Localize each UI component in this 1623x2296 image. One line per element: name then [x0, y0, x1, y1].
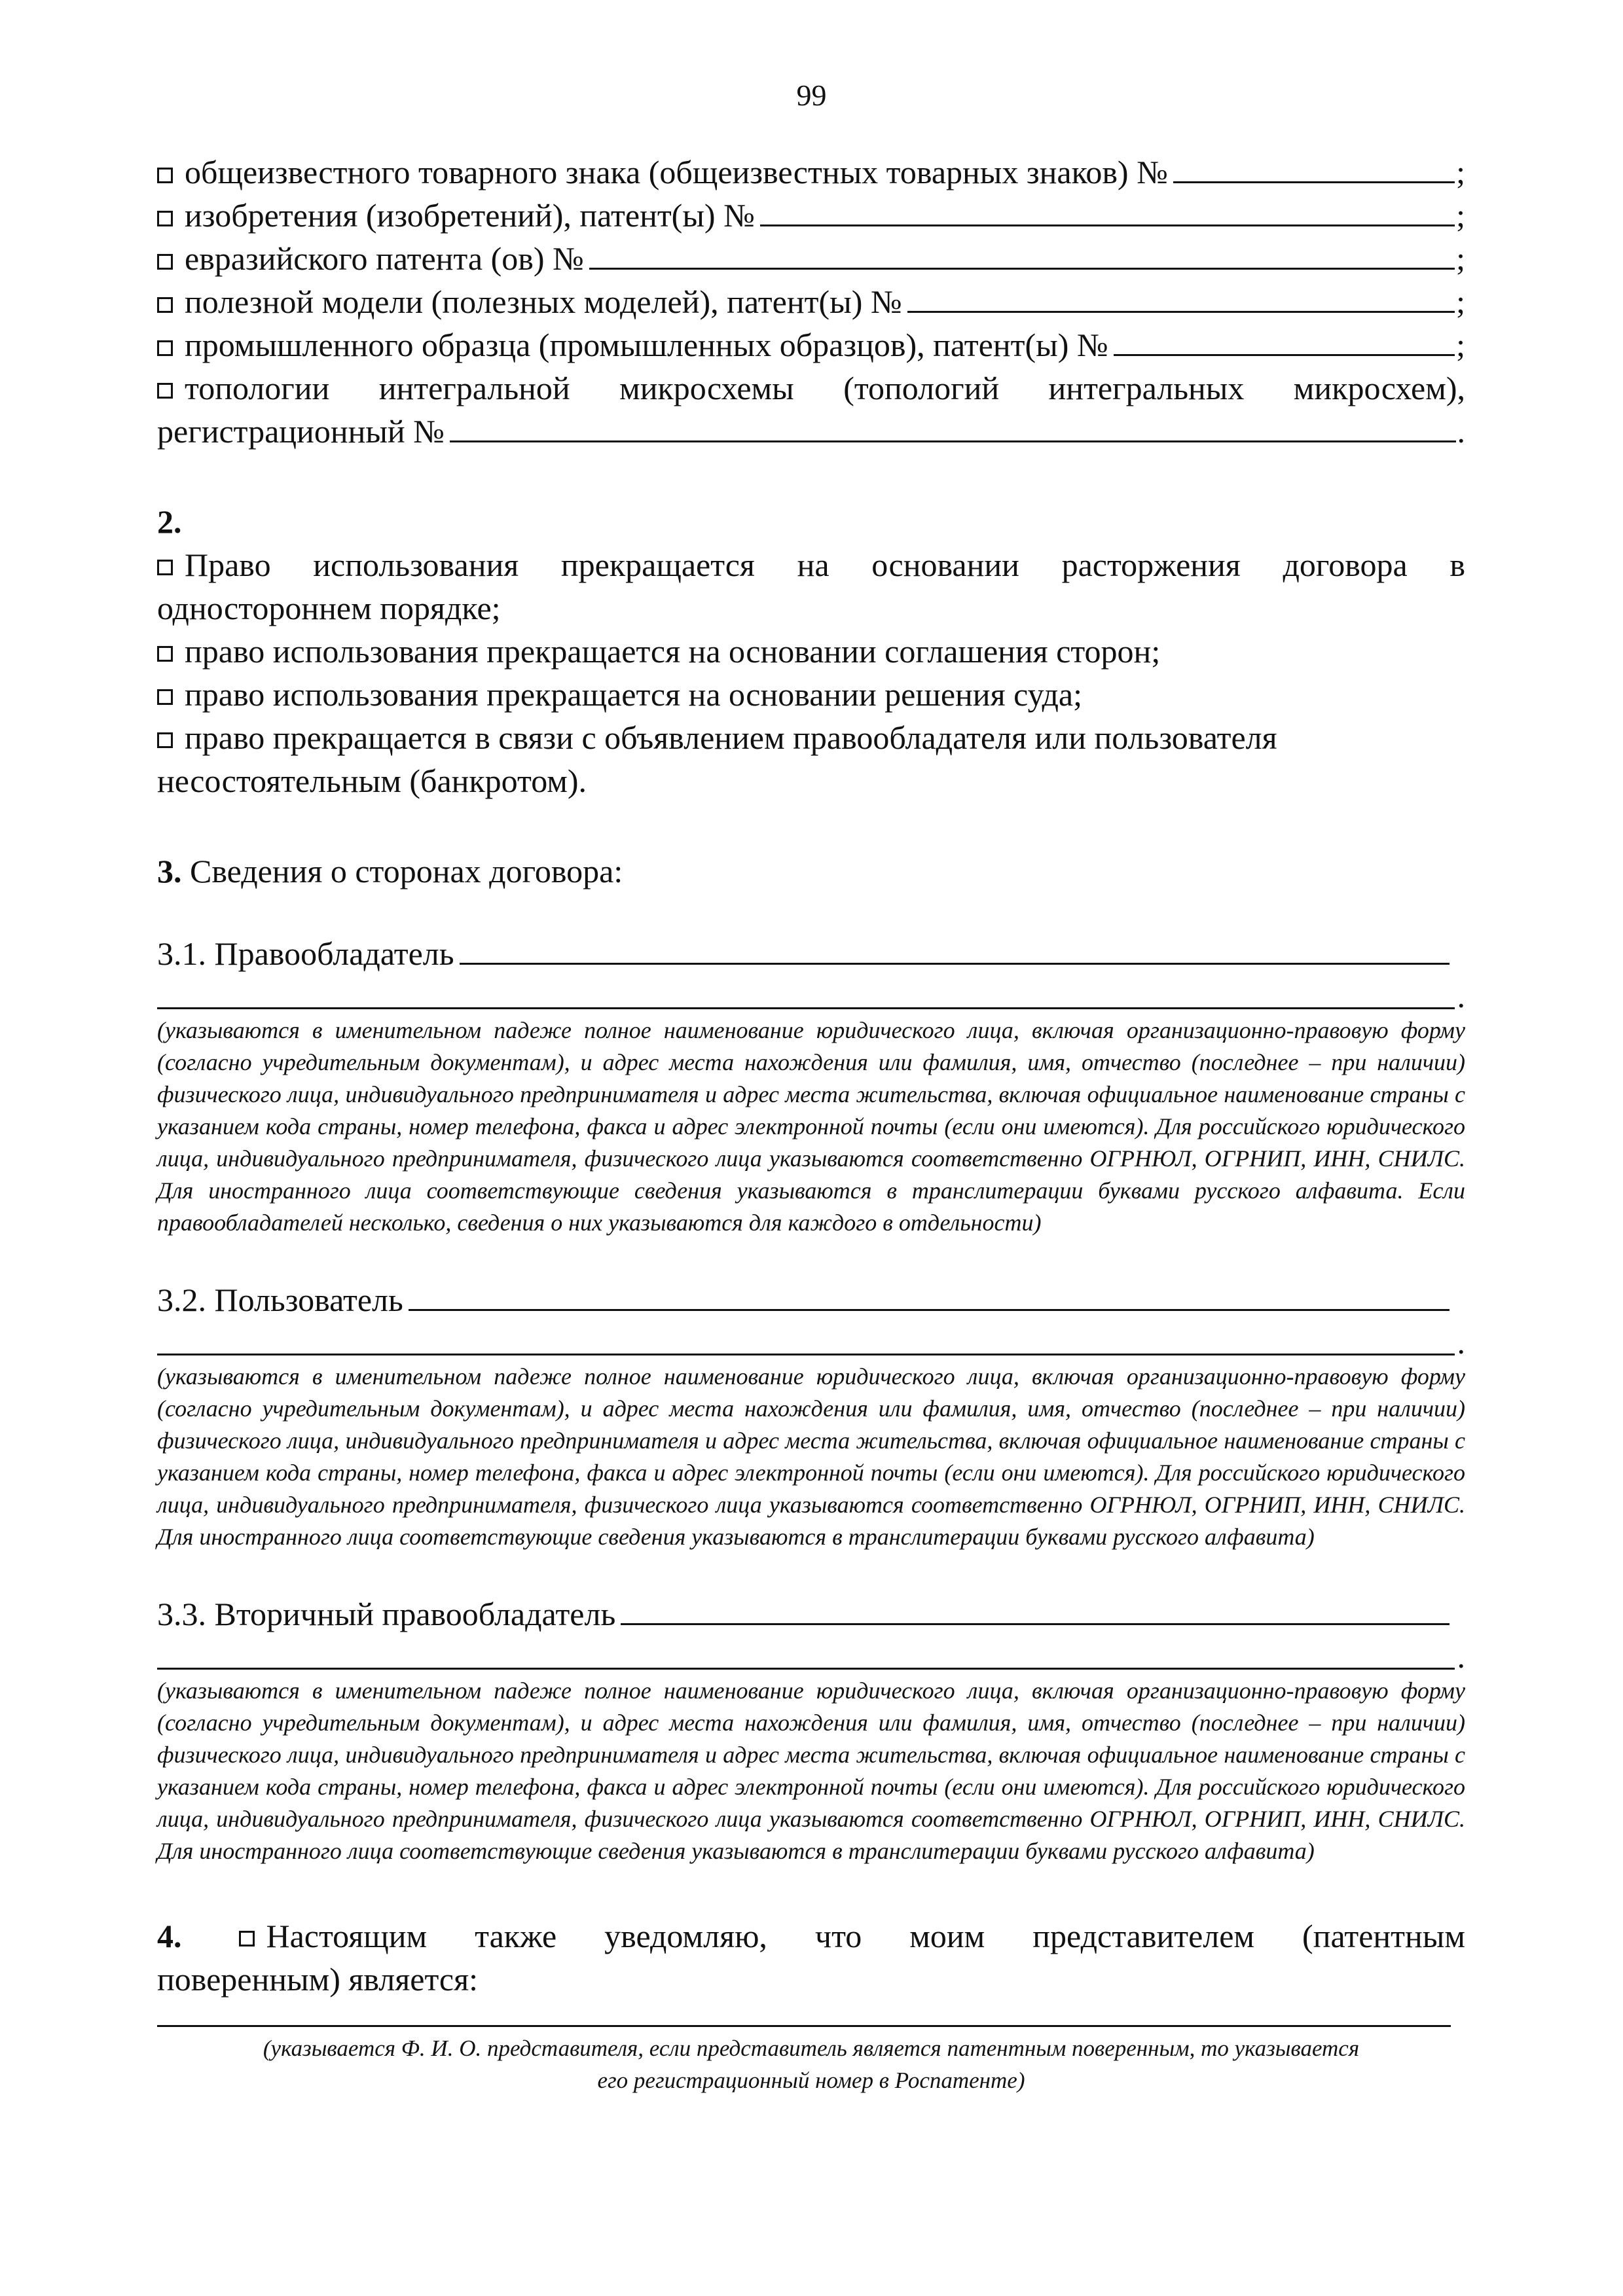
- checkbox-eurasian-patent[interactable]: [157, 254, 173, 270]
- page-number: 99: [796, 79, 827, 112]
- blank-field-topology[interactable]: [450, 412, 1456, 442]
- checkbox-bankruptcy-termination[interactable]: [157, 732, 173, 748]
- blank-field-industrial-design[interactable]: [1114, 325, 1455, 356]
- checkbox-item-utility-model: полезной модели (полезных моделей), патент(ы) № ;: [157, 280, 1465, 323]
- item-label: промышленного образца (промышленных образцов), патент(ы) №: [185, 327, 1108, 363]
- checkbox-item-court-termination: право использования прекращается на основании решения суда;: [157, 673, 1465, 716]
- item-label: полезной модели (полезных моделей), патент(ы) №: [185, 283, 902, 320]
- rightholder-field[interactable]: [460, 934, 1450, 965]
- secondary-rightholder-field[interactable]: [621, 1594, 1450, 1625]
- user-note: (указываются в именительном падеже полное наименование юридического лица, включая организационно-правовую форму (согласно учредительным документам), и адрес места нахождения или фамилия, имя, отчество (последнее – при наличии) физического лица, индивидуального предпринимателя и адрес места жительства, включая официальное наименование страны с указанием кода страны, номер телефона, факса и адрес электронной почты (если они имеются). Для российского юридического лица, индивидуального предпринимателя, физического лица указываются соответственно ОГРНЮЛ, ОГРНИП, ИНН, СНИЛС. Для иностранного лица соответствующие сведения указываются в транслитерации буквами русского алфавита): [157, 1363, 1465, 1550]
- item-continuation: одностороннем порядке;: [157, 590, 501, 626]
- checkbox-court-termination[interactable]: [157, 689, 173, 705]
- checkbox-unilateral-termination[interactable]: [157, 560, 173, 575]
- checkbox-agreement-termination[interactable]: [157, 646, 173, 662]
- blank-field-eurasian-patent[interactable]: [589, 239, 1455, 270]
- section-4-line2: поверенным) является:: [157, 1961, 478, 1998]
- topology-registration-line: регистрационный № .: [157, 410, 1465, 453]
- checkbox-item-agreement-termination: право использования прекращается на основании соглашения сторон;: [157, 630, 1465, 673]
- checkbox-topology[interactable]: [157, 383, 173, 399]
- checkbox-item-eurasian-patent: евразийского патента (ов) № ;: [157, 237, 1465, 280]
- checkbox-invention[interactable]: [157, 211, 173, 226]
- checkbox-utility-model[interactable]: [157, 297, 173, 313]
- blank-field-invention[interactable]: [760, 196, 1455, 226]
- rightholder-field-line2[interactable]: .: [157, 975, 1465, 1009]
- representative-note: (указывается Ф. И. О. представителя, если представитель является патентным поверенным, то указывается его регистрационный номер в Роспатенте): [263, 2036, 1360, 2093]
- user-field[interactable]: [409, 1280, 1450, 1311]
- user-line: [157, 1278, 1451, 1321]
- user-field-line2[interactable]: .: [157, 1321, 1465, 1355]
- user-label: 3.2. Пользователь: [157, 1282, 403, 1318]
- checkbox-item-bankruptcy-termination: право прекращается в связи с объявлением правообладателя или пользователя: [157, 716, 1465, 759]
- section-2-number: 2.: [157, 503, 182, 540]
- checkbox-item-invention: изобретения (изобретений), патент(ы) № ;: [157, 194, 1465, 237]
- item-label: изобретения (изобретений), патент(ы) №: [185, 197, 755, 234]
- blank-field-well-known-trademark[interactable]: [1173, 152, 1455, 183]
- item-continuation: несостоятельным (банкротом).: [157, 762, 587, 799]
- section-4-line1: 4. Настоящим также уведомляю, что моим представителем (патентным: [157, 1918, 1466, 1954]
- checkbox-well-known-trademark[interactable]: [157, 168, 173, 183]
- checkbox-item-well-known-trademark: общеизвестного товарного знака (общеизвестных товарных знаков) № ;: [157, 151, 1465, 194]
- form-content: [157, 151, 1465, 2096]
- blank-field-utility-model[interactable]: [907, 282, 1455, 313]
- section-3-title: 3. Сведения о сторонах договора:: [157, 853, 623, 889]
- secondary-rightholder-line: [157, 1592, 1451, 1636]
- checkbox-industrial-design[interactable]: [157, 340, 173, 356]
- checkbox-item-unilateral-termination: Право использования прекращается на основании расторжения договора в: [157, 543, 1465, 586]
- secondary-rightholder-field-line2[interactable]: .: [157, 1636, 1465, 1670]
- checkbox-item-industrial-design: промышленного образца (промышленных образцов), патент(ы) № ;: [157, 323, 1465, 367]
- rightholder-note: (указываются в именительном падеже полное наименование юридического лица, включая организационно-правовую форму (согласно учредительным документам), и адрес места нахождения или фамилия, имя, отчество (последнее – при наличии) физического лица, индивидуального предпринимателя и адрес места жительства, включая официальное наименование страны с указанием кода страны, номер телефона, факса и адрес электронной почты (если они имеются). Для российского юридического лица, индивидуального предпринимателя, физического лица указываются соответственно ОГРНЮЛ, ОГРНИП, ИНН, СНИЛС. Для иностранного лица соответствующие сведения указываются в транслитерации буквами русского алфавита. Если правообладателей несколько, сведения о них указываются для каждого в отдельности): [157, 1017, 1465, 1236]
- secondary-rightholder-note: (указываются в именительном падеже полное наименование юридического лица, включая организационно-правовую форму (согласно учредительным документам), и адрес места нахождения или фамилия, имя, отчество (последнее – при наличии) физического лица, индивидуального предпринимателя и адрес места жительства, включая официальное наименование страны с указанием кода страны, номер телефона, факса и адрес электронной почты (если они имеются). Для российского юридического лица, индивидуального предпринимателя, физического лица указываются соответственно ОГРНЮЛ, ОГРНИП, ИНН, СНИЛС. Для иностранного лица соответствующие сведения указываются в транслитерации буквами русского алфавита): [157, 1677, 1465, 1864]
- item-label: общеизвестного товарного знака (общеизвестных товарных знаков) №: [185, 154, 1168, 190]
- rightholder-label: 3.1. Правообладатель: [157, 935, 454, 972]
- item-label: регистрационный №: [157, 413, 445, 450]
- checkbox-item-topology-line1: топологии интегральной микросхемы (топологий интегральных микросхем),: [157, 367, 1465, 410]
- item-label: евразийского патента (ов) №: [185, 240, 584, 277]
- representative-field[interactable]: [157, 2001, 1451, 2027]
- checkbox-representative[interactable]: [239, 1931, 255, 1946]
- rightholder-line: [157, 932, 1451, 975]
- secondary-rightholder-label: 3.3. Вторичный правообладатель: [157, 1596, 616, 1632]
